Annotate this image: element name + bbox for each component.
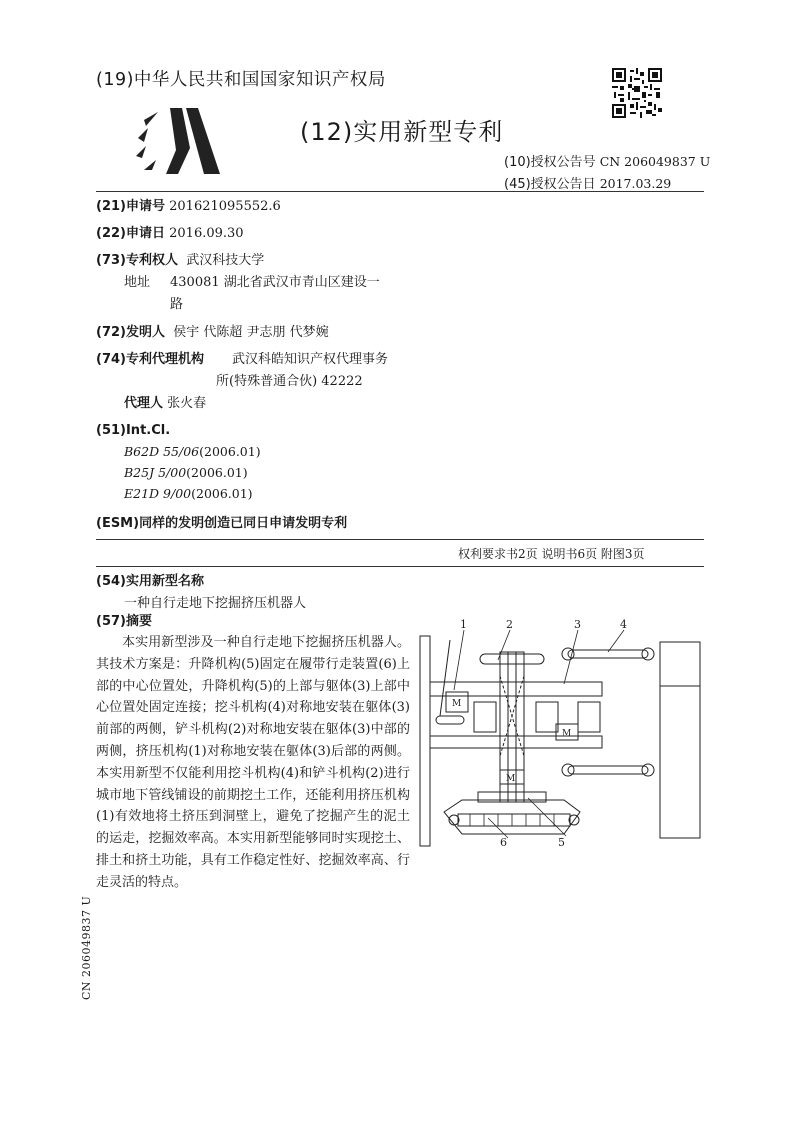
ipc-entry bbox=[124, 444, 261, 459]
patentee bbox=[96, 250, 264, 272]
publication-date-label: (45)授权公告日 bbox=[504, 177, 596, 192]
inventors bbox=[96, 322, 329, 344]
bucket-arm-top bbox=[568, 650, 648, 658]
address-label: 地址 bbox=[124, 275, 151, 290]
bucket-arm-bottom bbox=[568, 766, 648, 774]
application-date-value: 2016.09.30 bbox=[169, 226, 244, 241]
ipc-entry bbox=[124, 465, 248, 480]
figure-label-2: 2 bbox=[506, 618, 513, 631]
ipc-code: B25J 5/00 bbox=[124, 465, 187, 480]
motor-label: M bbox=[562, 729, 572, 739]
office-name: (19)中华人民共和国国家知识产权局 bbox=[96, 70, 386, 90]
motor-label: M bbox=[506, 774, 516, 784]
pages-divider bbox=[96, 566, 704, 567]
cnipa-logo bbox=[130, 104, 222, 176]
ipc-version: (2006.01) bbox=[186, 465, 248, 480]
abstract-figure bbox=[418, 616, 706, 850]
esm-note bbox=[96, 513, 347, 535]
left-frame bbox=[420, 636, 430, 846]
publication-date-row bbox=[504, 173, 671, 192]
publication-number-row bbox=[504, 151, 710, 170]
publication-number-value: CN 206049837 U bbox=[599, 154, 711, 169]
figure-label-5: 5 bbox=[558, 836, 565, 849]
qr-code bbox=[612, 68, 662, 118]
figure-label-1: 1 bbox=[460, 618, 467, 631]
pages-info: 权利要求书2页 说明书6页 附图3页 bbox=[458, 547, 645, 561]
application-number bbox=[96, 196, 281, 218]
side-document-number-text: CN 206049837 U bbox=[80, 895, 93, 1000]
figure-label-6: 6 bbox=[500, 836, 507, 849]
agency-line-2: 所(特殊普通合伙) 42222 bbox=[216, 374, 363, 389]
ipc-entry bbox=[124, 486, 253, 501]
inventors-label: (72)发明人 bbox=[96, 325, 165, 340]
agent-label: 代理人 bbox=[124, 396, 164, 411]
ipc-code: E21D 9/00 bbox=[124, 486, 192, 501]
figure-label-4: 4 bbox=[620, 618, 627, 631]
right-wall bbox=[660, 642, 700, 838]
esm-note-text: (ESM)同样的发明创造已同日申请发明专利 bbox=[96, 516, 348, 531]
application-date bbox=[96, 223, 244, 245]
ipc-code: B62D 55/06 bbox=[124, 444, 200, 459]
abstract-text: 本实用新型涉及一种自行走地下挖掘挤压机器人。其技术方案是：升降机构(5)固定在履带行走装置(6)上部的中心位置处，升降机构(5)的上部与躯体(3)上部中心位置处固定连接；挖斗机构(4)对称地安装在躯体(3)前部的两侧，铲斗机构(2)对称地安装在躯体(3)中部的两侧，挤压机构(1)对称地安装在躯体(3)后部的两侧。本实用新型不仅能利用挖斗机构(4)和铲斗机构(2)进行城市地下管线铺设的前期挖土工作，还能利用挤压机构(1)有效地将土挤压到洞壁上，避免了挖掘产生的泥土的运走，挖掘效率高。本实用新型能够同时实现挖土、排土和挤土功能，具有工作稳定性好、挖掘效率高、行走灵活的特点。 bbox=[96, 635, 410, 890]
application-date-label: (22)申请日 bbox=[96, 226, 165, 241]
publication-number-label: (10)授权公告号 bbox=[504, 155, 596, 170]
address-line-1: 430081 湖北省武汉市青山区建设一 bbox=[170, 275, 380, 290]
application-number-label: (21)申请号 bbox=[96, 199, 165, 214]
address-line-2: 路 bbox=[170, 297, 184, 312]
agent bbox=[124, 393, 206, 415]
ipc-version: (2006.01) bbox=[199, 444, 261, 459]
agency-line-1: 武汉科皓知识产权代理事务 bbox=[232, 352, 389, 367]
utility-model-title: 一种自行走地下挖掘挤压机器人 bbox=[124, 596, 307, 611]
int-cl-label bbox=[96, 420, 170, 442]
ipc-version: (2006.01) bbox=[191, 486, 253, 501]
bib-divider bbox=[96, 539, 704, 540]
publication-date-value: 2017.03.29 bbox=[599, 176, 672, 191]
abstract-label bbox=[96, 611, 152, 633]
agent-value: 张火春 bbox=[167, 396, 207, 411]
inventors-value: 侯宇 代陈超 尹志朋 代梦婉 bbox=[173, 325, 329, 340]
abstract-label-text: (57)摘要 bbox=[96, 614, 152, 629]
motor-label: M bbox=[452, 699, 462, 709]
figure-label-3: 3 bbox=[574, 618, 581, 631]
title-label bbox=[96, 571, 204, 593]
application-number-value: 201621095552.6 bbox=[169, 199, 281, 214]
int-cl-label-text: (51)Int.Cl. bbox=[96, 423, 171, 438]
patentee-value: 武汉科技大学 bbox=[186, 253, 265, 268]
side-document-number bbox=[70, 895, 110, 1010]
patentee-label: (73)专利权人 bbox=[96, 253, 178, 268]
title-label-text: (54)实用新型名称 bbox=[96, 574, 204, 589]
agency-label-text: (74)专利代理机构 bbox=[96, 352, 204, 367]
document-type: (12)实用新型专利 bbox=[300, 118, 504, 146]
agency-label bbox=[96, 349, 204, 371]
header-divider bbox=[96, 191, 704, 192]
